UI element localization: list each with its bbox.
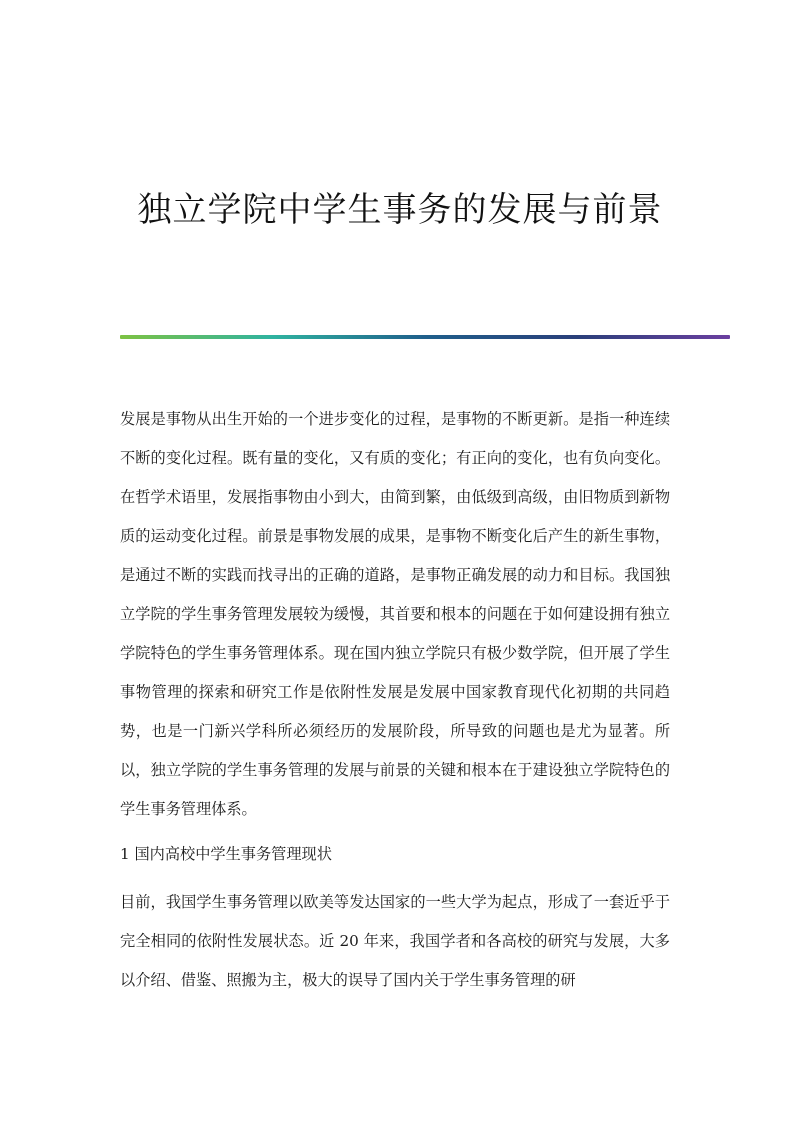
section-heading-1: 1 国内高校中学生事务管理现状 <box>120 845 332 863</box>
document-title: 独立学院中学生事务的发展与前景 <box>137 190 663 230</box>
section-1-paragraph: 目前，我国学生事务管理以欧美等发达国家的一些大学为起点，形成了一套近乎于完全相同的依附性发展状态。近 20 年来，我国学者和各高校的研究与发展，大多以介绍、借鉴、照搬为主，极大的误导了国内关于学生事务管理的研 <box>120 893 670 989</box>
intro-paragraph: 发展是事物从出生开始的一个进步变化的过程，是事物的不断更新。是指一种连续不断的变化过程。既有量的变化，又有质的变化；有正向的变化，也有负向变化。在哲学术语里，发展指事物由小到大，由简到繁，由低级到高级，由旧物质到新物质的运动变化过程。前景是事物发展的成果，是事物不断变化后产生的新生事物，是通过不断的实践而找寻出的正确的道路，是事物正确发展的动力和目标。我国独立学院的学生事务管理发展较为缓慢，其首要和根本的问题在于如何建设拥有独立学院特色的学生事务管理体系。现在国内独立学院只有极少数学院，但开展了学生事物管理的探索和研究工作是依附性发展是发展中国家教育现代化初期的共同趋势，也是一门新兴学科所必须经历的发展阶段，所导致的问题也是尤为显著。所以，独立学院的学生事务管理的发展与前景的关键和根本在于建设独立学院特色的学生事务管理体系。 <box>120 410 670 818</box>
title-divider-rule <box>120 335 730 339</box>
document-body <box>120 400 670 1000</box>
